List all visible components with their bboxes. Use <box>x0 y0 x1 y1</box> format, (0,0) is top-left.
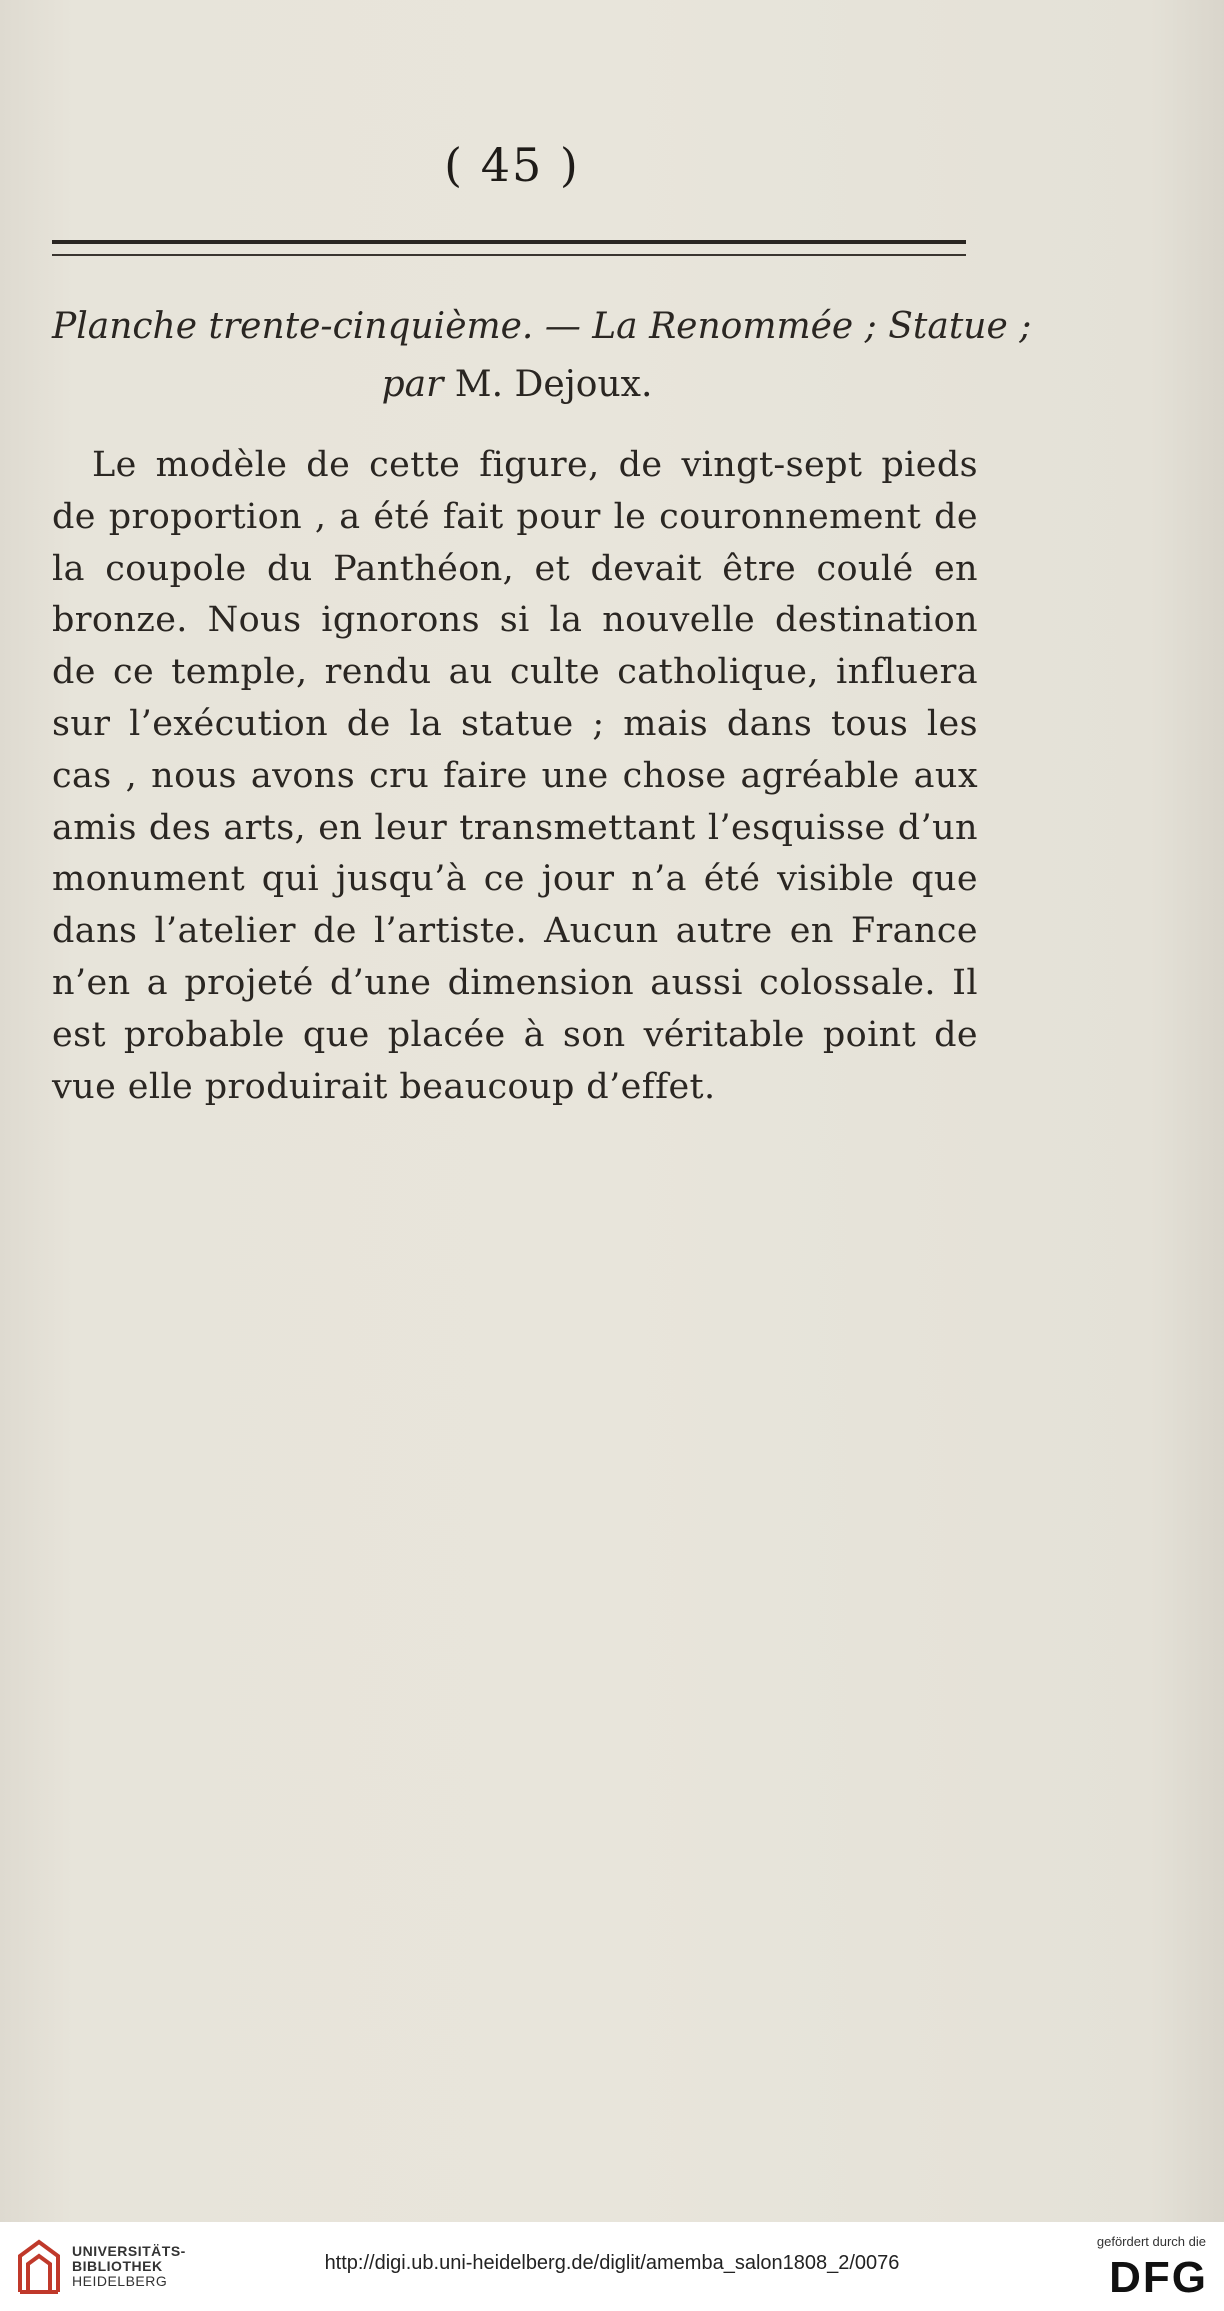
institution-line-3: HEIDELBERG <box>72 2273 168 2289</box>
header-rule-thick <box>52 240 966 244</box>
plate-artist-name: M. Dejoux. <box>443 364 653 405</box>
institution-line-2: BIBLIOTHEK <box>72 2258 163 2274</box>
body-paragraph: Le modèle de cette figure, de vingt-sept pieds de proportion , a été fait pour le couronnement de la coupole du Panthéon, et devait être coulé en bronze. Nous ignorons si la nouvelle destination de ce temple, rendu au culte catholique, influera sur l’exécution de la statue ; mais dans tous les cas , nous avons cru faire une chose agréable aux amis des arts, en leur transmettant l’esquisse d’un monument qui jusqu’à ce jour n’a été visible que dans l’atelier de l’artiste. Aucun autre en France n’en a projeté d’une dimension aussi colossale. Il est probable que placée à son véritable point de vue elle produirait beaucoup d’effet. <box>52 445 978 1107</box>
plate-title: Planche trente-cinquième. — La Renommée ; Statue ; <box>52 306 1032 347</box>
dfg-logo: DFG <box>1109 2253 1208 2302</box>
source-url-link[interactable]: http://digi.ub.uni-heidelberg.de/diglit/amemba_salon1808_2/0076 <box>324 2252 900 2274</box>
footer-bar <box>0 2222 1224 2311</box>
page-number: ( 45 ) <box>444 138 580 192</box>
institution-line-1: UNIVERSITÄTS- <box>72 2243 186 2259</box>
plate-artist-prefix: par <box>381 364 444 405</box>
header-rule-thin <box>52 254 966 256</box>
funded-by-label: gefördert durch die <box>1096 2234 1206 2249</box>
plate-artist <box>52 356 982 414</box>
plate-heading <box>52 298 1032 414</box>
